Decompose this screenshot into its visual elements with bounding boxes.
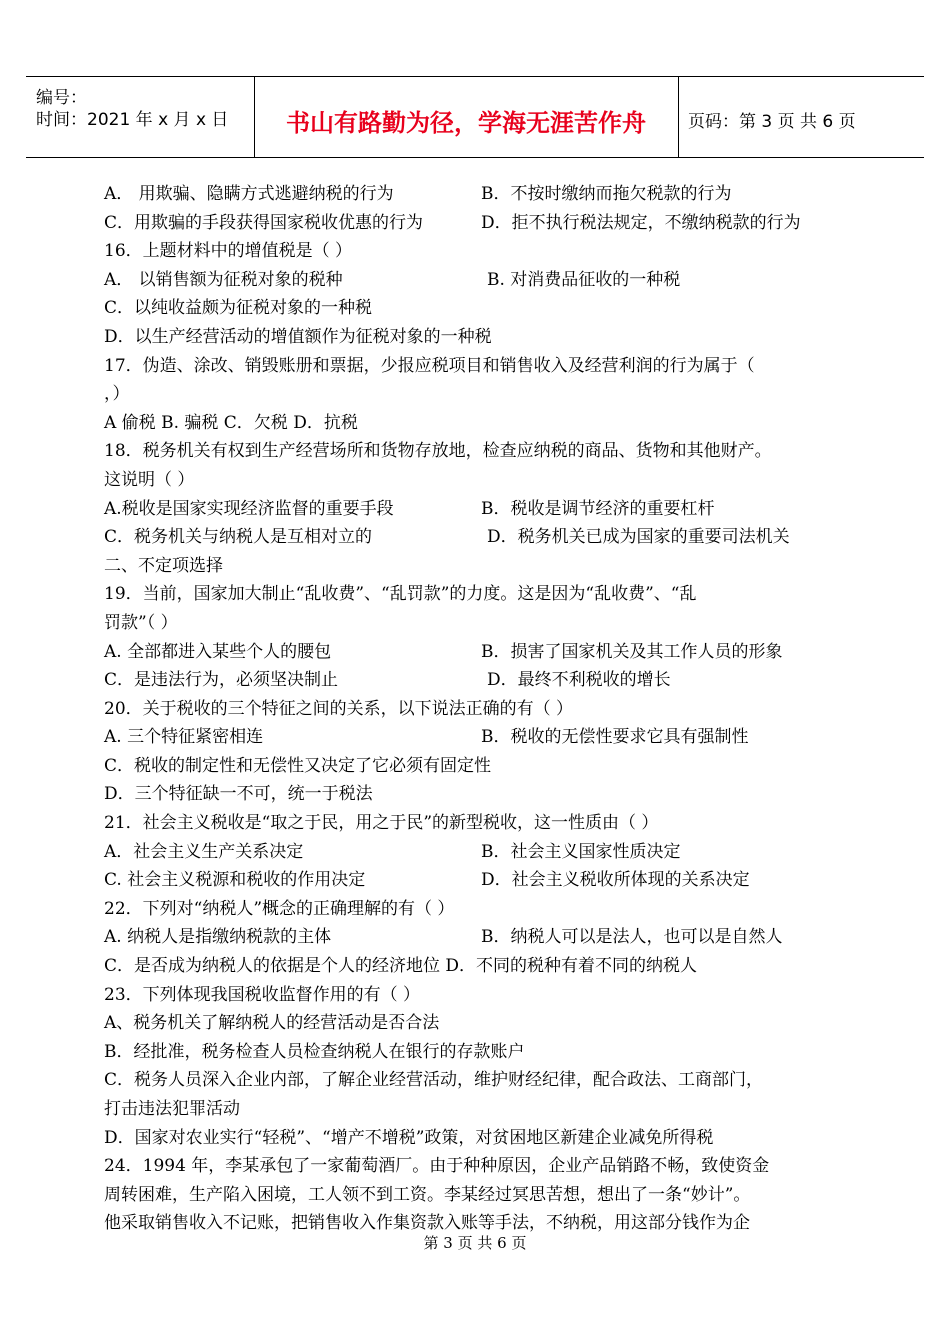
line-text: A 偷税 B. 骗税 C．欠税 D．抗税 bbox=[104, 412, 358, 433]
line-text: 23．下列体现我国税收监督作用的有（ ） bbox=[104, 984, 421, 1005]
text-line bbox=[104, 1095, 854, 1124]
text-line bbox=[104, 323, 854, 352]
option-right: B．税收是调节经济的重要杠杆 bbox=[481, 498, 715, 519]
text-line bbox=[104, 923, 854, 952]
text-line bbox=[104, 294, 854, 323]
text-line bbox=[104, 266, 854, 295]
page-header bbox=[26, 76, 924, 158]
text-line bbox=[104, 1038, 854, 1067]
text-line bbox=[104, 1066, 854, 1095]
date-label: 时间：2021 年 x 月 x 日 bbox=[36, 110, 229, 130]
line-text: 19．当前，国家加大制止“乱收费”、“乱罚款”的力度。这是因为“乱收费”、“乱 bbox=[104, 584, 697, 605]
line-text: 18．税务机关有权到生产经营场所和货物存放地，检查应纳税的商品、货物和其他财产。 bbox=[104, 441, 772, 462]
line-text: 17．伪造、涂改、销毁账册和票据，少报应税项目和销售收入及经营利润的行为属于（ bbox=[104, 355, 755, 376]
line-text: 打击违法犯罪活动 bbox=[104, 1099, 240, 1119]
text-line bbox=[104, 237, 854, 266]
line-text: D．以生产经营活动的增值额作为征税对象的一种税 bbox=[104, 326, 492, 347]
text-line bbox=[104, 866, 854, 895]
line-text: 二、不定项选择 bbox=[104, 555, 223, 576]
text-line bbox=[104, 580, 854, 609]
page-footer: 第 3 页 共 6 页 bbox=[423, 1234, 527, 1252]
header-middle-cell bbox=[254, 77, 679, 157]
text-line bbox=[104, 380, 854, 409]
text-line bbox=[104, 609, 854, 638]
line-text: 22．下列对“纳税人”概念的正确理解的有（ ） bbox=[104, 898, 455, 919]
text-line bbox=[104, 780, 854, 809]
text-line bbox=[104, 809, 854, 838]
text-line bbox=[104, 523, 854, 552]
option-right: D．社会主义税收所体现的关系决定 bbox=[481, 870, 750, 891]
line-text: C．以纯收益颇为征税对象的一种税 bbox=[104, 298, 373, 319]
option-left: C．税务机关与纳税人是互相对立的 bbox=[104, 527, 373, 548]
option-right: B．纳税人可以是法人，也可以是自然人 bbox=[481, 927, 783, 948]
line-text: 24．1994 年，李某承包了一家葡萄酒厂。由于种种原因，企业产品销路不畅，致使资金 bbox=[104, 1156, 770, 1177]
text-line bbox=[104, 552, 854, 581]
header-motto: 书山有路勤为径，学海无涯苦作舟 bbox=[286, 109, 646, 137]
option-left: A．社会主义生产关系决定 bbox=[104, 841, 304, 862]
option-right: B．社会主义国家性质决定 bbox=[481, 841, 681, 862]
header-right-cell bbox=[678, 77, 924, 157]
text-line bbox=[104, 1181, 854, 1210]
option-right: B．税收的无偿性要求它具有强制性 bbox=[481, 727, 749, 748]
option-right: D．税务机关已成为国家的重要司法机关 bbox=[487, 527, 790, 548]
line-text: C．税务人员深入企业内部，了解企业经营活动，维护财经纪律，配合政法、工商部门， bbox=[104, 1070, 764, 1091]
text-line bbox=[104, 1124, 854, 1153]
line-text: 这说明（ ） bbox=[104, 469, 195, 490]
text-line bbox=[104, 352, 854, 381]
option-left: C. 社会主义税源和税收的作用决定 bbox=[104, 870, 366, 891]
text-line bbox=[104, 838, 854, 867]
text-line bbox=[104, 466, 854, 495]
line-text: C．税收的制定性和无偿性又决定了它必须有固定性 bbox=[104, 755, 492, 776]
header-left-cell bbox=[26, 77, 255, 157]
option-right: B．损害了国家机关及其工作人员的形象 bbox=[481, 641, 783, 662]
text-line bbox=[104, 180, 854, 209]
option-left: A. 全部都进入某些个人的腰包 bbox=[104, 641, 332, 662]
option-left: A. 三个特征紧密相连 bbox=[104, 727, 264, 748]
text-line bbox=[104, 895, 854, 924]
text-line bbox=[104, 981, 854, 1010]
text-line bbox=[104, 666, 854, 695]
line-text: C．是否成为纳税人的依据是个人的经济地位 D．不同的税种有着不同的纳税人 bbox=[104, 956, 698, 977]
line-text: 16．上题材料中的增值税是（ ） bbox=[104, 241, 353, 262]
option-right: B．不按时缴纳而拖欠税款的行为 bbox=[481, 184, 732, 204]
text-line bbox=[104, 437, 854, 466]
option-left: C．用欺骗的手段获得国家税收优惠的行为 bbox=[104, 212, 424, 233]
text-line bbox=[104, 723, 854, 752]
text-line bbox=[104, 209, 854, 238]
option-right: D．最终不利税收的增长 bbox=[487, 670, 671, 691]
line-text: 20．关于税收的三个特征之间的关系，以下说法正确的有（ ） bbox=[104, 698, 574, 719]
text-line bbox=[104, 752, 854, 781]
text-line bbox=[104, 1152, 854, 1181]
text-line bbox=[104, 1009, 854, 1038]
text-line bbox=[104, 952, 854, 981]
option-left: A． 以销售额为征税对象的税种 bbox=[104, 269, 343, 290]
option-left: C．是违法行为，必须坚决制止 bbox=[104, 670, 339, 691]
text-line bbox=[104, 409, 854, 438]
line-text: 罚款”（ ） bbox=[104, 612, 178, 633]
document-body bbox=[104, 180, 854, 1238]
line-text: 21．社会主义税收是“取之于民，用之于民”的新型税收，这一性质由（ ） bbox=[104, 813, 659, 834]
option-left: A. 纳税人是指缴纳税款的主体 bbox=[104, 927, 332, 948]
option-left: A.税收是国家实现经济监督的重要手段 bbox=[104, 498, 394, 519]
option-left: A． 用欺骗、隐瞒方式逃避纳税的行为 bbox=[104, 184, 394, 204]
option-right: D．拒不执行税法规定，不缴纳税款的行为 bbox=[481, 212, 801, 233]
line-text: A、税务机关了解纳税人的经营活动是否合法 bbox=[104, 1013, 440, 1034]
line-text: D．国家对农业实行“轻税”、“增产不增税”政策，对贫困地区新建企业减免所得税 bbox=[104, 1127, 714, 1148]
header-page-info: 页码：第 3 页 共 6 页 bbox=[688, 112, 856, 132]
line-text: 他采取销售收入不记账，把销售收入作集资款入账等手法，不纳税，用这部分钱作为企 bbox=[104, 1213, 750, 1234]
text-line bbox=[104, 695, 854, 724]
line-text: D．三个特征缺一不可，统一于税法 bbox=[104, 784, 373, 805]
line-text: 周转困难，生产陷入困境，工人领不到工资。李某经过冥思苦想，想出了一条“妙计”。 bbox=[104, 1184, 751, 1205]
line-text: B．经批准，税务检查人员检查纳税人在银行的存款账户 bbox=[104, 1041, 525, 1062]
text-line bbox=[104, 638, 854, 667]
doc-number-label: 编号： bbox=[36, 88, 87, 108]
line-text: ，） bbox=[104, 384, 130, 405]
text-line bbox=[104, 495, 854, 524]
option-right: B. 对消费品征收的一种税 bbox=[487, 269, 681, 290]
